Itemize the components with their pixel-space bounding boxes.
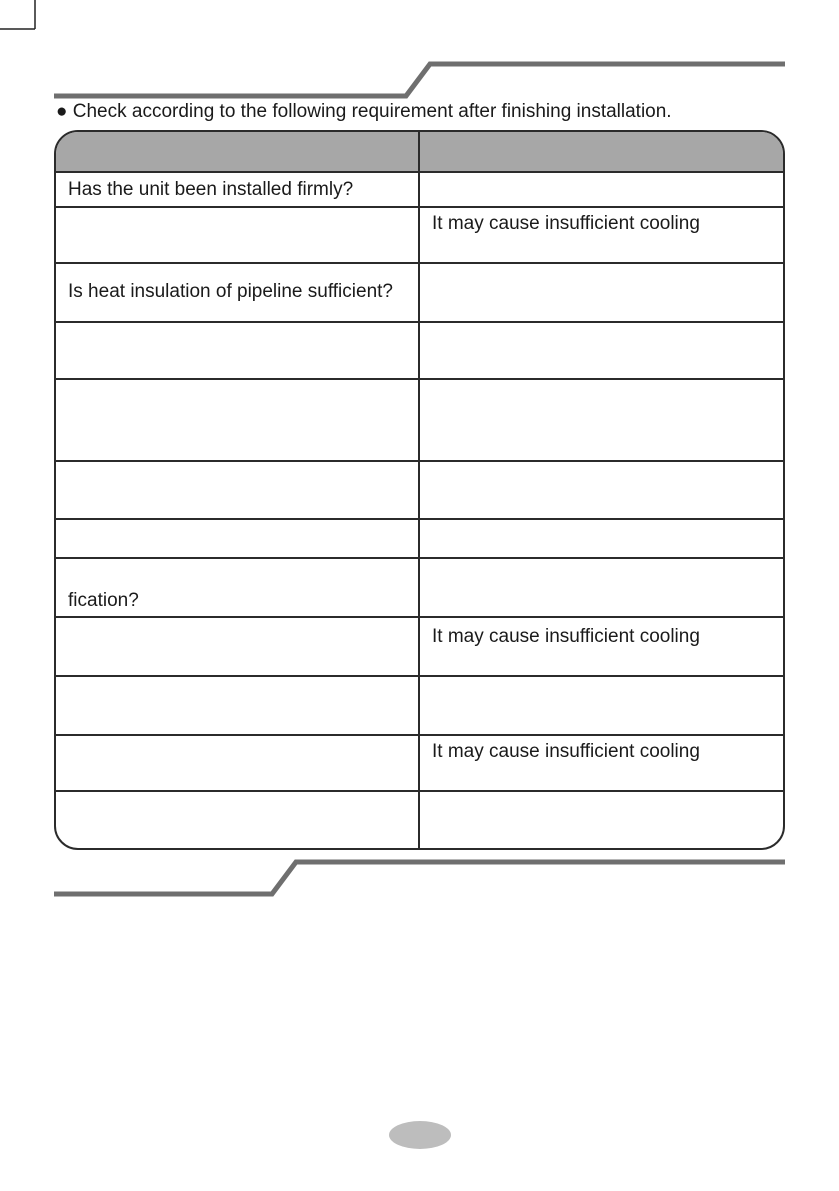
possible-problem: It may cause insufficient cooling bbox=[432, 741, 700, 762]
check-item: Is heat insulation of pipeline sufficient? bbox=[68, 281, 393, 302]
bullet-icon: ● bbox=[56, 101, 68, 122]
page-number-badge bbox=[389, 1121, 451, 1149]
possible-problem: It may cause insufficient cooling bbox=[432, 626, 700, 647]
check-item: Has the unit been installed firmly? bbox=[68, 179, 354, 200]
check-item: fication? bbox=[68, 590, 139, 611]
intro-text: Check according to the following requirement after finishing installation. bbox=[72, 101, 672, 122]
possible-problem: It may cause insufficient cooling bbox=[432, 213, 700, 234]
